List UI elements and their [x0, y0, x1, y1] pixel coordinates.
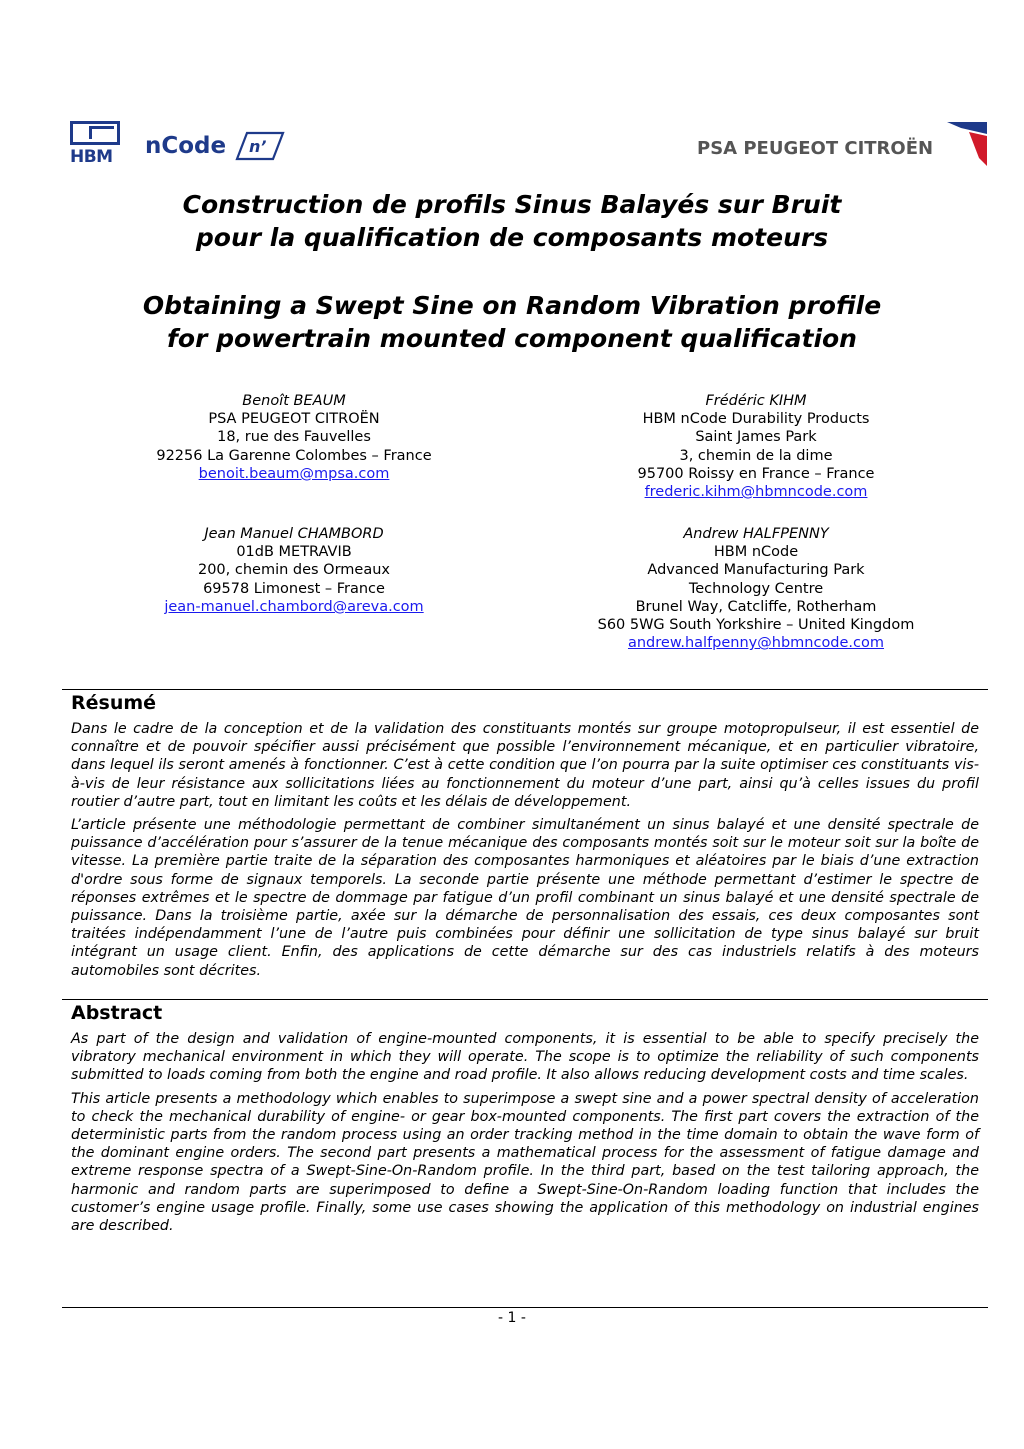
author-address: Technology Centre [688, 580, 824, 597]
ncode-logo-text: nCode [145, 133, 227, 159]
author-affiliation: PSA PEUGEOT CITROËN [208, 411, 380, 428]
author-address: 92256 La Garenne Colombes – France [156, 447, 432, 464]
author-address: 3, chemin de la dime [679, 447, 833, 464]
author-affiliation: HBM nCode Durability Products [642, 411, 870, 428]
author-block-halfpenny [576, 525, 936, 652]
author-affiliation: 01dB METRAVIB [236, 544, 352, 561]
author-name: Frédéric KIHM [705, 393, 807, 409]
author-block-kihm [576, 392, 936, 501]
ncode-mark-icon [235, 131, 285, 161]
psa-logo [697, 122, 987, 166]
title-french-line-2: pour la qualification de composants moteurs [195, 223, 829, 252]
author-address: 200, chemin des Ormeaux [197, 562, 391, 579]
resume-heading: Résumé [71, 692, 157, 714]
author-address: S60 5WG South Yorkshire – United Kingdom [597, 617, 915, 634]
footer-divider [62, 1307, 988, 1308]
psa-logo-text: PSA PEUGEOT CITROËN [697, 138, 934, 159]
ncode-logo [145, 131, 285, 165]
title-english [0, 289, 1024, 355]
abstract-body [71, 1030, 979, 1240]
abstract-heading: Abstract [71, 1002, 163, 1024]
section-divider [62, 999, 988, 1000]
hbm-logo-text: HBM [70, 147, 113, 167]
author-block-chambord [114, 525, 474, 616]
title-english-line-1: Obtaining a Swept Sine on Random Vibration profile [142, 291, 882, 320]
resume-paragraph-1: Dans le cadre de la conception et de la validation des constituants montés sur groupe motopropulseur, il est essentiel de connaître et de pouvoir spécifier aussi précisément que possible l’environnement mécanique, et en particulier vibratoire, dans lequel ils seront amenés à fonctionner. C’est à cette condition que l’on pourra par la suite optimiser ces constituants vis-à-vis de leur résistance aux sollicitations liées au fonctionnement du moteur d’une part, ainsi qu’à celles issues du profil routier d’autre part, tout en limitant les coûts et les délais de développement. [71, 721, 979, 810]
author-name: Benoît BEAUM [242, 393, 346, 409]
abstract-paragraph-1: As part of the design and validation of engine-mounted components, it is essential to be able to specify precisely the vibratory mechanical environment in which they will operate. The scope is to optimize the reliability of such components submitted to loads coming from both the engine and road profile. It also allows reducing development costs and time scales. [71, 1031, 979, 1084]
author-email-link[interactable]: benoit.beaum@mpsa.com [198, 465, 390, 482]
author-address: Saint James Park [695, 429, 817, 446]
author-address: Advanced Manufacturing Park [647, 562, 865, 579]
section-divider [62, 689, 988, 690]
resume-paragraph-2: L’article présente une méthodologie permettant de combiner simultanément un sinus balayé et une densité spectrale de puissance d’accélération pour s’assurer de la tenue mécanique des composants montés soit sur le moteur soit sur la boîte de vitesse. La première partie traite de la séparation des composantes harmoniques et aléatoires par le biais d’une extraction d'ordre sous forme de signaux temporels. La seconde partie présente une méthode permettant d’estimer le spectre de réponses extrêmes et le spectre de dommage par fatigue d’un profil combinant un sinus balayé et une densité spectrale de puissance. Dans la troisième partie, axée sur la démarche de personnalisation des essais, ces deux composantes sont traitées indépendamment l’une de l’autre puis combinées pour définir une sollicitation de type sinus balayé sur bruit intégrant un usage client. Enfin, des applications de cette démarche sur des cas industriels relatifs à des moteurs automobiles sont décrites. [71, 817, 979, 979]
author-address: Brunel Way, Catcliffe, Rotherham [635, 598, 877, 615]
psa-flag-icon [947, 122, 987, 166]
author-address: 69578 Limonest – France [203, 580, 385, 597]
author-email-link[interactable]: andrew.halfpenny@hbmncode.com [627, 635, 885, 652]
resume-body [71, 720, 979, 985]
title-english-line-2: for powertrain mounted component qualification [167, 324, 857, 353]
ncode-mark-text: n’ [249, 137, 267, 156]
author-email-link[interactable]: jean-manuel.chambord@areva.com [164, 598, 424, 615]
title-french [0, 188, 1024, 254]
author-name: Andrew HALFPENNY [683, 526, 829, 542]
hbm-logo-mark [70, 121, 120, 145]
page-number: - 1 - [498, 1310, 526, 1326]
author-name: Jean Manuel CHAMBORD [204, 526, 384, 542]
hbm-logo [70, 121, 122, 165]
title-french-line-1: Construction de profils Sinus Balayés sur Bruit [182, 190, 842, 219]
author-address: 95700 Roissy en France – France [637, 465, 875, 482]
author-address: 18, rue des Fauvelles [217, 429, 371, 446]
author-affiliation: HBM nCode [713, 544, 799, 561]
author-block-beaum [114, 392, 474, 483]
author-email-link[interactable]: frederic.kihm@hbmncode.com [644, 484, 868, 501]
abstract-paragraph-2: This article presents a methodology which enables to superimpose a swept sine and a power spectral density of acceleration to check the mechanical durability of engine- or gear box-mounted components. The first part covers the extraction of the deterministic parts from the random process using an order tracking method in the time domain to obtain the wave form of the dominant engine orders. The second part presents a mathematical process for the assessment of fatigue damage and extreme response spectra of a Swept-Sine-On-Random profile. In the third part, based on the test tailoring approach, the harmonic and random parts are superimposed to define a Swept-Sine-On-Random loading function that includes the customer’s engine usage profile. Finally, some use cases showing the application of this methodology on industrial engines are described. [71, 1090, 979, 1235]
